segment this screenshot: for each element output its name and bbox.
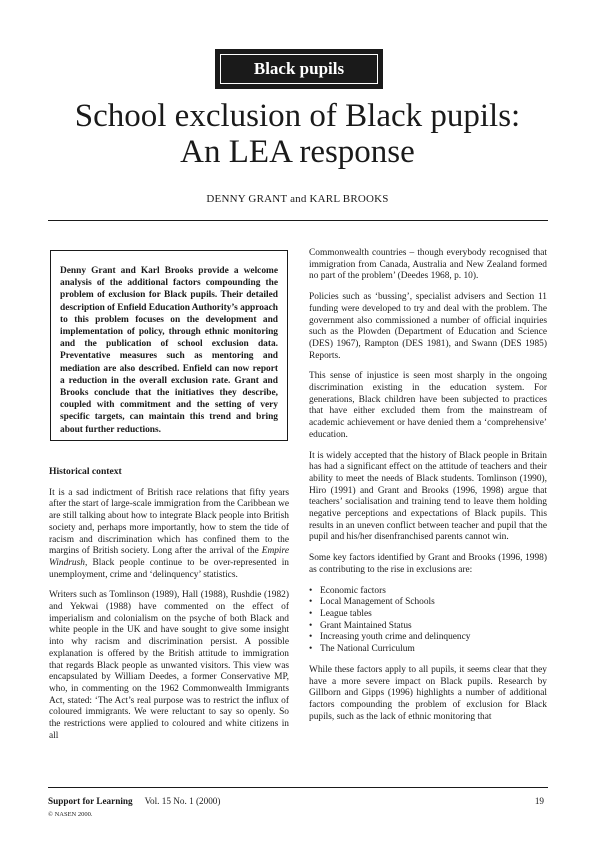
bullet-icon: • (309, 597, 313, 608)
header-rule (48, 220, 548, 221)
title-line-1: School exclusion of Black pupils: (74, 98, 521, 134)
article-title (40, 98, 555, 170)
list-item: • Economic factors (309, 585, 386, 596)
bullet-icon: • (309, 632, 313, 643)
list-item: • Increasing youth crime and delinquency (309, 632, 471, 643)
paragraph: This sense of injustice is seen most sharply in the ongoing discrimination existing in the education system. For generations, Black children have been subjected to practices that have either excluded them from the mainstream of academic achievement or have denied them a ‘comprehensive’ education. (309, 371, 547, 440)
journal-name: Support for Learning (48, 796, 133, 806)
title-line-2: An LEA response (180, 134, 415, 170)
paragraph: Writers such as Tomlinson (1989), Hall (1988), Rushdie (1982) and Yekwai (1988) have commented on the effect of imperialism and colonialism on the psyche of both Black and white people in the UK and have sought to give some insight into why racism and discrimination persist. A possible explanation is offered by the British attitude to immigration that regards Black people as unwanted visitors. This view was encapsulated by William Deedes, a former Conservative MP, who, in commenting on the 1962 Commonwealth Immigrants Act, stated: ‘The Act’s real purpose was to restrict the influx of coloured immigrants. We were reluctant to say so openly. So the restrictions were applied to coloured and white citizens in all (49, 590, 289, 741)
paragraph: It is widely accepted that the history of Black people in Britain has had a significant effect on the attitude of teachers and their ability to meet the needs of Black students. Tomlinson (1990), Hiro (1991) and Grant and Brooks (1996, 1998) argue that teachers’ socialisation and training tend to leave them holding negative perceptions and expectations of Black pupils. This results in an uneven conflict between teacher and pupil that the pupil and his/her disenfranchised parents cannot win. (309, 450, 547, 543)
list-item: • Local Management of Schools (309, 597, 435, 608)
section-tag (215, 49, 383, 89)
footer-rule (48, 787, 548, 788)
left-column (49, 466, 289, 751)
page-number: 19 (534, 796, 544, 806)
volume-info: Vol. 15 No. 1 (2000) (144, 796, 221, 806)
abstract-box (50, 250, 288, 441)
page-footer (48, 796, 548, 807)
author-byline: DENNY GRANT and KARL BROOKS (206, 193, 389, 205)
factor-list (309, 586, 547, 656)
list-item: • The National Curriculum (309, 644, 415, 655)
paragraph: Policies such as ‘bussing’, specialist advisers and Section 11 funding were developed to try and deal with the problem. The government also commissioned a number of official inquiries such as the Plowden (Department of Education and Science (DES) 1967), Rampton (DES 1981), and Swann (DES 1985) Reports. (309, 292, 547, 361)
abstract-text: Denny Grant and Karl Brooks provide a welcome analysis of the additional factors compounding the problem of exclusion for Black pupils. Their detailed description of Enfield Education Authority’s approach to this problem focuses on the development and implementation of policy, through ethnic monitoring and the publication of school exclusion data. Preventative measures such as mentoring and mediation are also described. Enfield can now report a reduction in the overall exclusion rate. Grant and Brooks conclude that the initiatives they describe, coupled with commitment and the setting of very specific targets, can maintain this trend and bring about further reductions. (60, 266, 278, 435)
bullet-icon: • (309, 585, 313, 596)
bullet-icon: • (309, 644, 313, 655)
copyright-notice: © NASEN 2000. (48, 811, 93, 818)
bullet-icon: • (309, 608, 313, 619)
paragraph: It is a sad indictment of British race relations that fifty years after the start of large-scale immigration from the Caribbean we are still talking about how to integrate Black people into British society and, perhaps more importantly, how to stem the tide of racism and discrimination which has confined them to the margins of British society. Long after the arrival of the Empire Windrush, Black people continue to be over-represented in unemployment, crime and ‘delinquency’ statistics. (49, 487, 289, 580)
list-item: • League tables (309, 608, 372, 619)
ship-name: Empire Windrush (49, 546, 289, 568)
list-item: • Grant Maintained Status (309, 620, 412, 631)
right-column (309, 248, 547, 732)
paragraph: While these factors apply to all pupils, it seems clear that they have a more severe impact on Black pupils. Research by Gillborn and Gipps (1996) highlights a number of additional factors compounding the problem of exclusion for Black pupils, such as the lack of ethnic monitoring that (309, 664, 547, 722)
section-tag-label: Black pupils (220, 54, 378, 84)
paragraph: Some key factors identified by Grant and Brooks (1996, 1998) as contributing to the rise in exclusions are: (309, 553, 547, 575)
bullet-icon: • (309, 620, 313, 631)
section-heading: Historical context (49, 466, 122, 477)
paragraph: Commonwealth countries – though everybody recognised that immigration from Canada, Australia and New Zealand formed no part of the problem’ (Deedes 1968, p. 10). (309, 248, 547, 282)
